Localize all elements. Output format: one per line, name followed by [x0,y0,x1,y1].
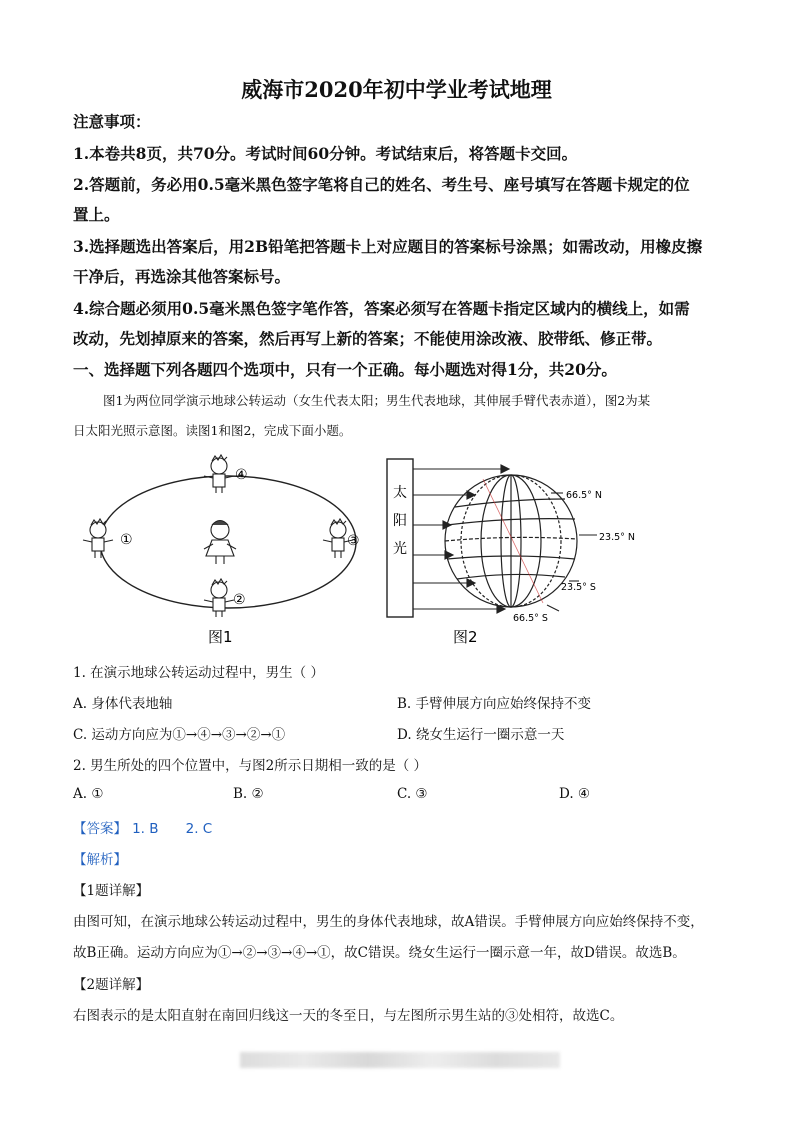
notice-item-2: 2.答题前，务必用0.5毫米黑色签字笔将自己的姓名、考生号、座号填写在答题卡规定的位 [73,175,690,194]
question-2-option-d: D. ④ [559,786,591,802]
analysis-q1-line-1: 由图可知，在演示地球公转运动过程中，男生的身体代表地球，故A错误。手臂伸展方向应始终保持不变， [73,914,704,930]
notice-item-3: 3.选择题选出答案后，用2B铅笔把答题卡上对应题目的答案标号涂黑；如需改动，用橡皮擦 [73,237,703,256]
position-label-1: ① [120,532,133,548]
answer-line [73,817,212,837]
question-2-option-a: A. ① [73,786,104,802]
question-1-option-b: B. 手臂伸展方向应始终保持不变 [397,696,592,712]
analysis-tag: 【解析】 [73,852,127,868]
question-1-option-d: D. 绕女生运行一圈示意一天 [397,727,565,743]
question-1-stem: 1. 在演示地球公转运动过程中，男生（ ） [73,665,324,681]
figure-2-caption: 图2 [453,628,478,646]
figure-2-sunlight-diagram [383,455,683,650]
page-title: 威海市2020年初中学业考试地理 [241,77,552,102]
question-2-option-b: B. ② [233,786,264,802]
boy-position-1 [83,519,113,558]
notice-heading: 注意事项： [73,112,151,131]
figure-1-caption: 图1 [208,628,233,646]
analysis-q2-text: 右图表示的是太阳直射在南回归线这一天的冬至日，与左图所示男生站的③处相符，故选C。 [73,1008,624,1024]
figure-1-orbit-diagram [76,452,376,647]
question-2-stem: 2. 男生所处的四个位置中，与图2所示日期相一致的是（ ） [73,758,428,774]
lat-label-66-5-n: 66.5° N [566,490,603,501]
notice-item-1: 1.本卷共8页，共70分。考试时间60分钟。考试结束后，将答题卡交回。 [73,144,578,163]
analysis-q2-heading: 【2题详解】 [73,977,150,993]
question-1-option-c: C. 运动方向应为①→④→③→②→① [73,727,286,743]
sun-label-1: 太 [393,485,407,501]
latitude-pointers [547,493,597,611]
boy-position-2 [204,579,234,617]
boy-position-4 [204,455,234,493]
question-1-option-a: A. 身体代表地轴 [73,696,173,712]
answer-q1: 1. B [132,821,159,837]
section-heading: 一、选择题下列各题四个选项中，只有一个正确。每小题选对得1分，共20分。 [73,360,617,379]
sun-label-3: 光 [393,541,407,557]
analysis-q1-heading: 【1题详解】 [73,883,150,899]
sun-rays [413,465,509,613]
position-label-4: ④ [235,467,248,483]
notice-item-4-cont: 改动，先划掉原来的答案，然后再写上新的答案；不能使用涂改液、胶带纸、修正带。 [73,329,663,348]
lat-label-23-5-n: 23.5° N [599,532,636,543]
notice-item-4: 4.综合题必须用0.5毫米黑色签字笔作答，答案必须写在答题卡指定区域内的横线上，如需 [73,299,690,318]
sun-label-2: 阳 [393,513,407,529]
lat-label-66-5-s: 66.5° S [513,613,548,624]
answer-tag: 【答案】 [73,821,127,837]
position-label-3: ③ [347,533,360,549]
notice-item-3-cont: 干净后，再选涂其他答案标号。 [73,267,291,286]
lat-label-23-5-s: 23.5° S [561,582,596,593]
girl-figure [204,521,236,565]
intro-line-1: 图1为两位同学演示地球公转运动（女生代表太阳；男生代表地球，其伸展手臂代表赤道），图2为某 [103,393,651,408]
sunlight-bar [387,459,413,617]
position-label-2: ② [233,592,246,608]
answer-q2: 2. C [185,821,213,837]
notice-item-2-cont: 置上。 [73,205,120,224]
intro-line-2: 日太阳光照示意图。读图1和图2，完成下面小题。 [73,423,352,438]
blurred-watermark [240,1052,560,1068]
analysis-q1-line-2: 故B正确。运动方向应为①→②→③→④→①，故C错误。绕女生运行一圈示意一年，故D错误。故选B。 [73,945,686,961]
question-2-option-c: C. ③ [397,786,428,802]
